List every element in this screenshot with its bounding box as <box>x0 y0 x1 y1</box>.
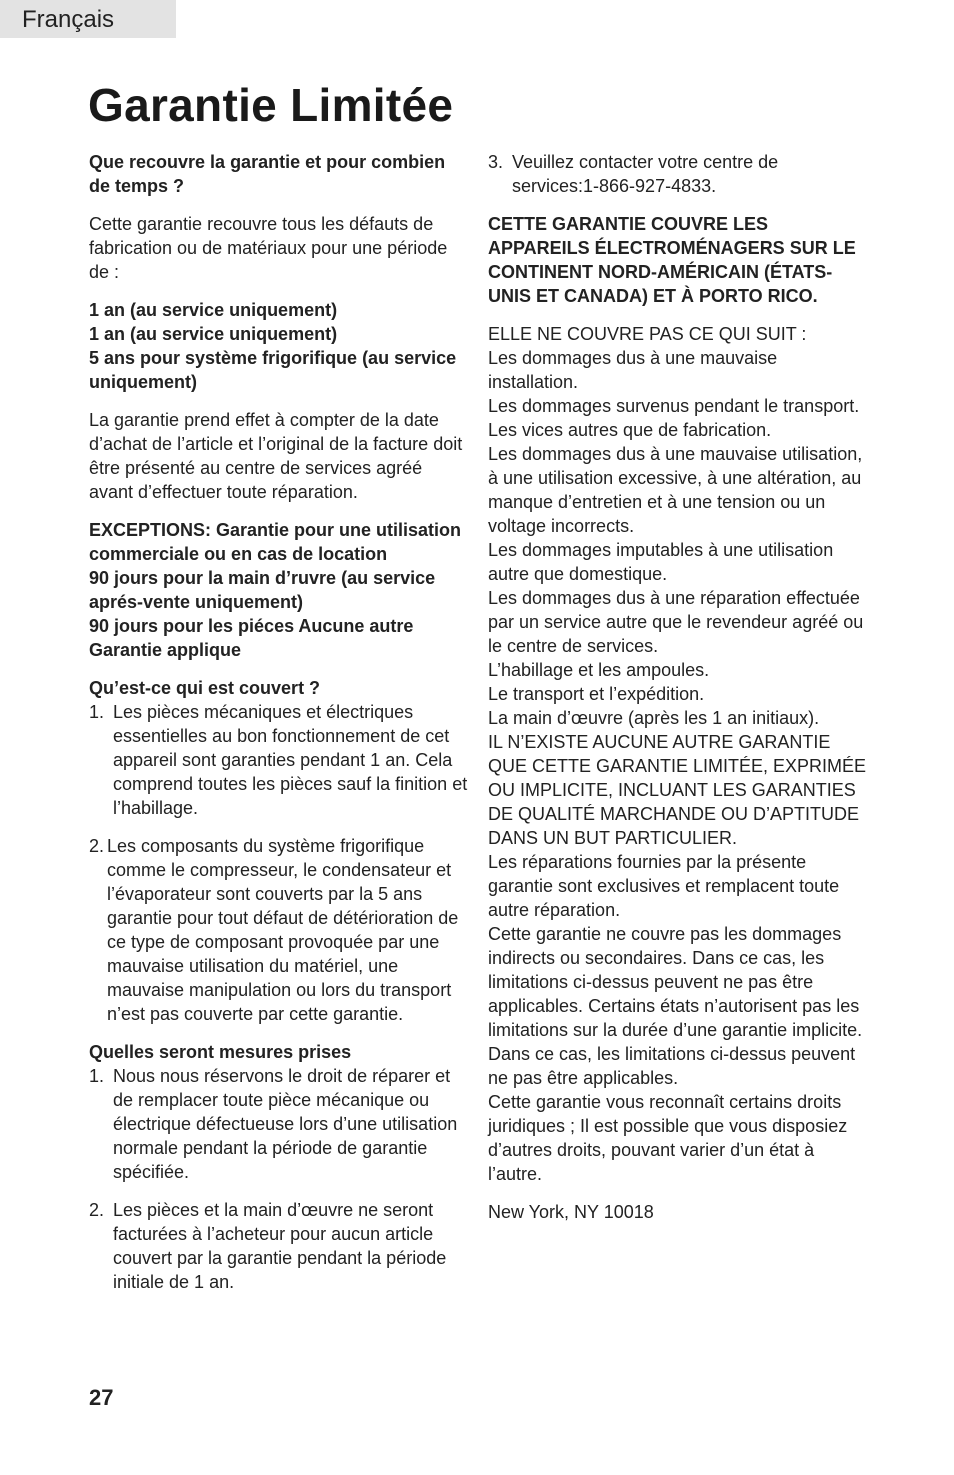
covered-item-2 <box>89 834 471 1026</box>
exclusion-line: IL N’EXISTE AUCUNE AUTRE GARANTIE QUE CETTE GARANTIE LIMITÉE, EXPRIMÉE OU IMPLICITE, INCLUANT LES GARANTIES DE QUALITÉ MARCHANDE OU D’APTITUDE DANS UN BUT PARTICULIER. <box>488 732 867 848</box>
list-text: Les pièces et la main d’œuvre ne seront facturées à l’acheteur pour aucun article couvert par la garantie pendant la période initiale de 1 an. <box>113 1200 447 1292</box>
language-tab: Français <box>0 0 176 38</box>
coverage-question-heading: Que recouvre la garantie et pour combien de temps ? <box>89 152 446 196</box>
exclusion-line: Cette garantie vous reconnaît certains droits juridiques ; Il est possible que vous disposiez d’autres droits, pouvant varier d’un état à l’autre. <box>488 1092 848 1184</box>
page-number: 27 <box>89 1385 114 1410</box>
exclusion-line: Les dommages dus à une mauvaise installation. <box>488 348 778 392</box>
exclusions-list <box>488 322 870 1186</box>
list-text: Nous nous réservons le droit de réparer et de remplacer toute pièce mécanique ou électrique défectueuse lors d’une utilisation normale pendant la période de garantie spécifiée. <box>113 1066 458 1182</box>
exceptions-line: 90 jours pour la main d’ruvre (au service aprés-vente uniquement) <box>89 568 436 612</box>
list-text: Les pièces mécaniques et électriques essentielles au bon fonctionnement de cet appareil sont garanties pendant 1 an. Cela comprend toutes les pièces sauf la finition et l’habillage. <box>113 702 468 818</box>
exclusion-line: Les dommages survenus pendant le transport. <box>488 396 860 416</box>
address: New York, NY 10018 <box>488 1202 654 1222</box>
exceptions-line: EXCEPTIONS: Garantie pour une utilisation commerciale ou en cas de location <box>89 520 462 564</box>
measure-item-1 <box>89 1064 471 1184</box>
warranty-effect-paragraph: La garantie prend effet à compter de la date d’achat de l’article et l’original de la facture doit être présenté au centre de services agréé avant d’effectuer toute réparation. <box>89 410 463 502</box>
warranty-period-item: 1 an (au service uniquement) <box>89 300 338 320</box>
list-text: Les composants du système frigorifique comme le compresseur, le condensateur et l’évaporateur sont couverts par la 5 ans garantie pour tout défaut de détérioration de ce type de composant provoquée par une mauvaise utilisation du matériel, une mauvaise manipulation ou lors du transport n’est pas couverte par cette garantie. <box>107 836 459 1024</box>
exceptions-block <box>89 518 471 662</box>
exclusion-line: Les réparations fournies par la présente garantie sont exclusives et remplacent toute autre réparation. <box>488 852 840 920</box>
exclusion-line: ELLE NE COUVRE PAS CE QUI SUIT : <box>488 324 807 344</box>
exclusion-line: Cette garantie ne couvre pas les dommages indirects ou secondaires. Dans ce cas, les limitations ci-dessus peuvent ne pas être applicables. Certains états n’autorisent pas les limitations sur la durée d’une garantie implicite. Dans ce cas, les limitations ci-dessus peuvent ne pas être applicables. <box>488 924 863 1088</box>
exclusion-line: Les dommages dus à une mauvaise utilisation, à une utilisation excessive, à une altération, au manque d’entretien et à une tension ou un voltage incorrects. <box>488 444 863 536</box>
exceptions-line: Garantie applique <box>89 640 242 660</box>
coverage-area-heading: CETTE GARANTIE COUVRE LES APPAREILS ÉLECTROMÉNAGERS SUR LE CONTINENT NORD-AMÉRICAIN (ÉTATS-UNIS ET CANADA) ET À PORTO RICO. <box>488 214 856 306</box>
list-number: 3. <box>488 152 504 172</box>
exclusion-line: La main d’œuvre (après les 1 an initiaux). <box>488 708 820 728</box>
right-column <box>488 150 870 1238</box>
measure-item-3 <box>488 150 870 198</box>
list-number: 1. <box>89 1066 105 1086</box>
exclusion-line: L’habillage et les ampoules. <box>488 660 710 680</box>
list-number: 2. <box>89 1200 105 1220</box>
exclusion-line: Le transport et l’expédition. <box>488 684 705 704</box>
exclusion-line: Les dommages imputables à une utilisation autre que domestique. <box>488 540 834 584</box>
exclusion-line: Les vices autres que de fabrication. <box>488 420 772 440</box>
warranty-period-item: 1 an (au service uniquement) <box>89 324 338 344</box>
what-is-covered-heading: Qu’est-ce qui est couvert ? <box>89 678 321 698</box>
list-number: 1. <box>89 702 105 722</box>
list-number: 2. <box>89 836 105 856</box>
covered-item-1 <box>89 700 471 820</box>
page-title: Garantie Limitée <box>88 79 454 131</box>
exceptions-line: 90 jours pour les piéces Aucune autre <box>89 616 414 636</box>
warranty-period-item: 5 ans pour système frigorifique (au service uniquement) <box>89 348 457 392</box>
coverage-question-body: Cette garantie recouvre tous les défauts de fabrication ou de matériaux pour une période de : <box>89 214 448 282</box>
exclusion-line: Les dommages dus à une réparation effectuée par un service autre que le revendeur agréé ou le centre de services. <box>488 588 864 656</box>
list-text: Veuillez contacter votre centre de services:1-866-927-4833. <box>512 152 779 196</box>
warranty-periods <box>89 298 471 394</box>
measure-item-2 <box>89 1198 471 1294</box>
measures-heading: Quelles seront mesures prises <box>89 1042 352 1062</box>
left-column <box>89 150 471 1308</box>
